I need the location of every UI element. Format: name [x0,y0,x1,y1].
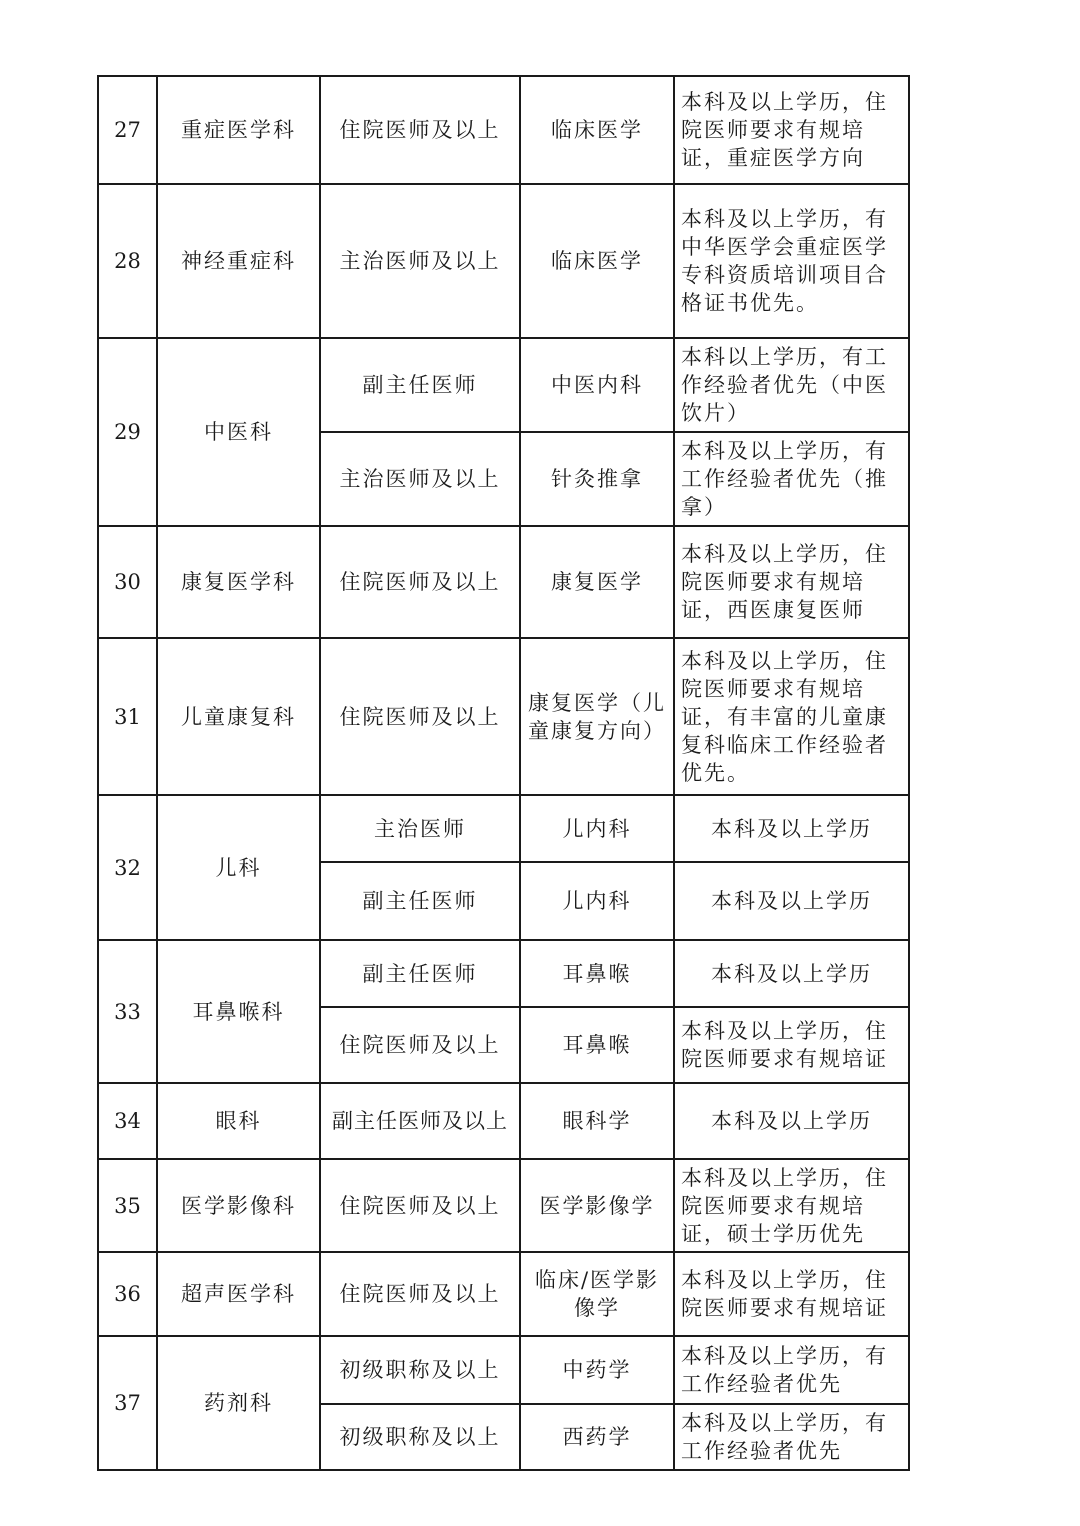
requirements: 本科及以上学历，有工作经验者优先（推拿） [674,432,909,526]
position-title: 主治医师及以上 [320,432,520,526]
table-row [98,940,909,1007]
major: 康复医学 [520,526,674,638]
row-number: 37 [98,1336,157,1470]
table-row [98,1083,909,1159]
department: 康复医学科 [157,526,320,638]
department: 儿科 [157,795,320,940]
position-title: 住院医师及以上 [320,1007,520,1083]
table-row [98,338,909,432]
requirements: 本科及以上学历，住院医师要求有规培证 [674,1007,909,1083]
requirements: 本科及以上学历，住院医师要求有规培证，重症医学方向 [674,76,909,184]
requirements: 本科及以上学历，有工作经验者优先 [674,1404,909,1470]
table-row [98,1336,909,1404]
table-row [98,1252,909,1336]
major: 临床/医学影像学 [520,1252,674,1336]
requirements: 本科及以上学历，住院医师要求有规培证，有丰富的儿童康复科临床工作经验者优先。 [674,638,909,795]
major: 临床医学 [520,76,674,184]
table-row [98,638,909,795]
row-number: 31 [98,638,157,795]
department: 超声医学科 [157,1252,320,1336]
major: 临床医学 [520,184,674,338]
requirements: 本科及以上学历 [674,940,909,1007]
position-title: 住院医师及以上 [320,526,520,638]
row-number: 36 [98,1252,157,1336]
position-title: 住院医师及以上 [320,76,520,184]
row-number: 30 [98,526,157,638]
major: 康复医学（儿童康复方向） [520,638,674,795]
major: 医学影像学 [520,1159,674,1252]
department: 眼科 [157,1083,320,1159]
major: 中药学 [520,1336,674,1404]
row-number: 33 [98,940,157,1083]
requirements: 本科及以上学历，住院医师要求有规培证 [674,1252,909,1336]
position-title: 初级职称及以上 [320,1336,520,1404]
requirements: 本科及以上学历，住院医师要求有规培证，西医康复医师 [674,526,909,638]
major: 针灸推拿 [520,432,674,526]
requirements: 本科及以上学历 [674,862,909,940]
major: 中医内科 [520,338,674,432]
department: 医学影像科 [157,1159,320,1252]
position-title: 住院医师及以上 [320,1159,520,1252]
requirements: 本科以上学历，有工作经验者优先（中医饮片） [674,338,909,432]
row-number: 27 [98,76,157,184]
row-number: 34 [98,1083,157,1159]
requirements: 本科及以上学历，住院医师要求有规培证，硕士学历优先 [674,1159,909,1252]
position-title: 主治医师 [320,795,520,862]
position-title: 住院医师及以上 [320,638,520,795]
major: 西药学 [520,1404,674,1470]
table-row [98,526,909,638]
position-title: 副主任医师及以上 [320,1083,520,1159]
row-number: 35 [98,1159,157,1252]
major: 耳鼻喉 [520,940,674,1007]
department: 药剂科 [157,1336,320,1470]
table-row [98,76,909,184]
position-title: 副主任医师 [320,862,520,940]
major: 眼科学 [520,1083,674,1159]
department: 耳鼻喉科 [157,940,320,1083]
table-row [98,1159,909,1252]
requirements: 本科及以上学历，有中华医学会重症医学专科资质培训项目合格证书优先。 [674,184,909,338]
row-number: 29 [98,338,157,526]
requirements: 本科及以上学历 [674,795,909,862]
row-number: 32 [98,795,157,940]
major: 儿内科 [520,862,674,940]
row-number: 28 [98,184,157,338]
major: 耳鼻喉 [520,1007,674,1083]
recruitment-table [97,75,910,1471]
table-row [98,795,909,862]
position-title: 住院医师及以上 [320,1252,520,1336]
table-row [98,184,909,338]
position-title: 主治医师及以上 [320,184,520,338]
position-title: 初级职称及以上 [320,1404,520,1470]
department: 神经重症科 [157,184,320,338]
position-title: 副主任医师 [320,338,520,432]
position-title: 副主任医师 [320,940,520,1007]
requirements: 本科及以上学历 [674,1083,909,1159]
department: 儿童康复科 [157,638,320,795]
department: 重症医学科 [157,76,320,184]
major: 儿内科 [520,795,674,862]
requirements: 本科及以上学历，有工作经验者优先 [674,1336,909,1404]
department: 中医科 [157,338,320,526]
